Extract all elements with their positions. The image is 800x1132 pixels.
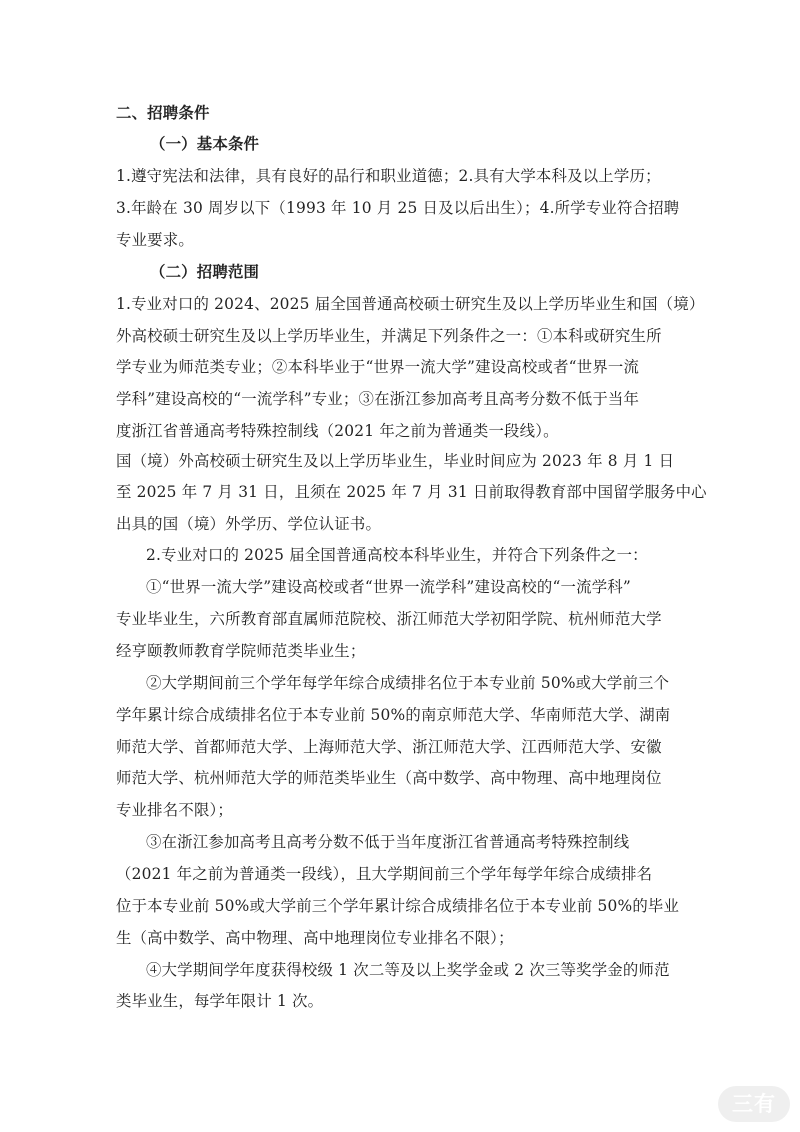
basic-line: 专业要求。: [116, 231, 194, 249]
basic-line: 3.年龄在 30 周岁以下（1993 年 10 月 25 日及以后出生）；4.所学专业符合招聘: [116, 199, 680, 217]
condition-4-line: 类毕业生，每学年限计 1 次。: [116, 992, 324, 1010]
scope1-line: 学专业为师范类专业；②本科毕业于“世界一流大学”建设高校或者“世界一流: [116, 358, 640, 376]
condition-1-line: 经亨颐教师教育学院师范类毕业生；: [116, 642, 366, 660]
subsection-title-scope: （二）招聘范围: [150, 263, 260, 281]
subsection-title-basic: （一）基本条件: [150, 135, 260, 153]
scope1-line: 1.专业对口的 2024、2025 届全国普通高校硕士研究生及以上学历毕业生和国（境）: [116, 295, 705, 313]
overseas-line: 至 2025 年 7 月 31 日，且须在 2025 年 7 月 31 日前取得教育部中国留学服务中心: [116, 483, 707, 501]
scope2-intro: 2.专业对口的 2025 届全国普通高校本科毕业生，并符合下列条件之一：: [146, 546, 648, 564]
condition-3-line: （2021 年之前为普通类一段线），且大学期间前三个学年每学年综合成绩排名: [116, 865, 653, 883]
watermark-logo: 三有: [718, 1086, 790, 1122]
condition-3-line: ③在浙江参加高考且高考分数不低于当年度浙江省普通高考特殊控制线: [146, 833, 630, 851]
basic-line: 1.遵守宪法和法律，具有良好的品行和职业道德；2.具有大学本科及以上学历；: [116, 167, 661, 185]
condition-2-line: 专业排名不限）；: [116, 801, 234, 819]
condition-2-line: 师范大学、首都师范大学、上海师范大学、浙江师范大学、江西师范大学、安徽: [116, 738, 662, 756]
condition-1-line: 专业毕业生，六所教育部直属师范院校、浙江师范大学初阳学院、杭州师范大学: [116, 610, 662, 628]
section-title: 二、招聘条件: [116, 104, 210, 122]
scope1-line: 学科”建设高校的“一流学科”专业；③在浙江参加高考且高考分数不低于当年: [116, 390, 640, 408]
overseas-line: 国（境）外高校硕士研究生及以上学历毕业生，毕业时间应为 2023 年 8 月 1 日: [116, 452, 675, 470]
condition-3-line: 生（高中数学、高中物理、高中地理岗位专业排名不限）；: [116, 929, 514, 947]
overseas-line: 出具的国（境）外学历、学位认证书。: [116, 515, 382, 533]
condition-2-line: ②大学期间前三个学年每学年综合成绩排名位于本专业前 50%或大学前三个: [146, 674, 670, 692]
condition-2-line: 师范大学、杭州师范大学的师范类毕业生（高中数学、高中物理、高中地理岗位: [116, 769, 662, 787]
condition-1-line: ①“世界一流大学”建设高校或者“世界一流学科”建设高校的“一流学科”: [146, 578, 631, 596]
condition-3-line: 位于本专业前 50%或大学前三个学年累计综合成绩排名位于本专业前 50%的毕业: [116, 897, 680, 915]
condition-2-line: 学年累计综合成绩排名位于本专业前 50%的南京师范大学、华南师范大学、湖南: [116, 706, 671, 724]
condition-4-line: ④大学期间学年度获得校级 1 次二等及以上奖学金或 2 次三等奖学金的师范: [146, 961, 670, 979]
scope1-line: 度浙江省普通高考特殊控制线（2021 年之前为普通类一段线）。: [116, 422, 559, 440]
scope1-line: 外高校硕士研究生及以上学历毕业生，并满足下列条件之一：①本科或研究生所: [116, 327, 662, 345]
